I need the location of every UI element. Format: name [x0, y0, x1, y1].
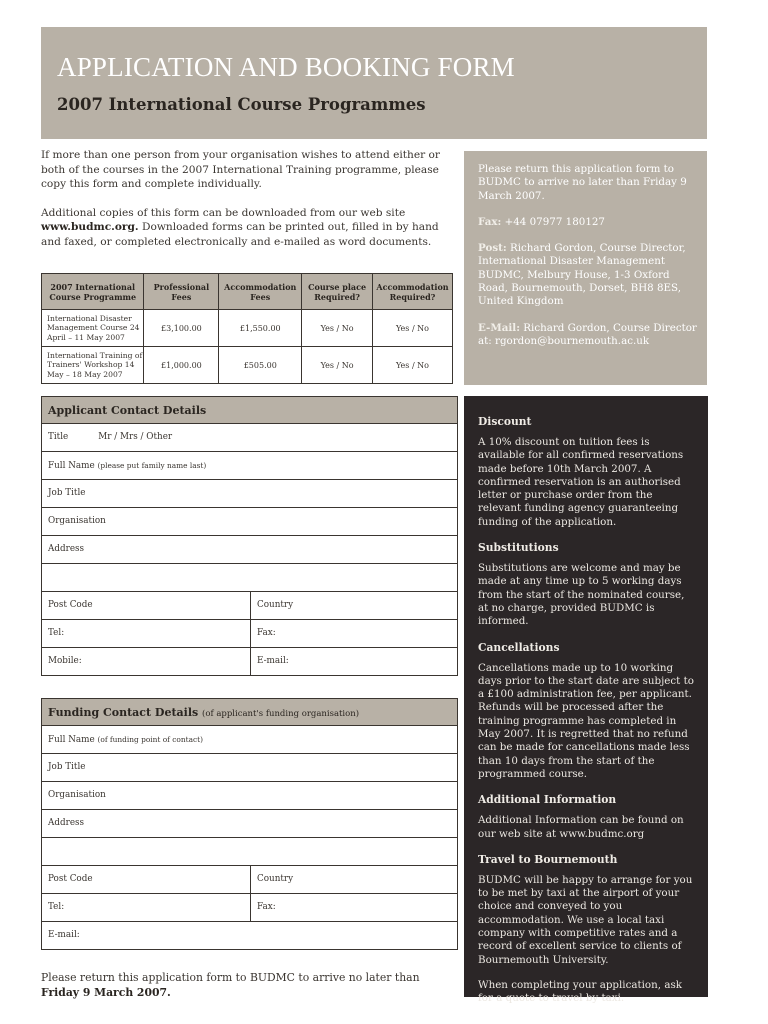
- funding-post-code-field[interactable]: Post Code: [48, 874, 93, 884]
- additional-info-text: Additional Information can be found on our web site at www.budmc.org: [478, 814, 684, 840]
- funding-address-line-2-field[interactable]: [42, 838, 457, 865]
- professional-fee-cell: £3,100.00: [144, 310, 219, 347]
- table-header-row: [42, 274, 453, 310]
- funding-job-title-field[interactable]: Job Title: [48, 762, 86, 772]
- col-header-accommodation-required: Accommodation Required?: [372, 274, 452, 310]
- funding-organisation-field[interactable]: Organisation: [48, 790, 106, 800]
- additional-info-heading: Additional Information: [478, 793, 617, 807]
- funding-country-field[interactable]: Country: [250, 866, 457, 893]
- funding-contact-form: [41, 698, 458, 950]
- applicant-title-field[interactable]: Title Mr / Mrs / Other: [48, 432, 173, 442]
- applicant-section-title: Applicant Contact Details: [42, 397, 457, 424]
- funding-section-title: Funding Contact Details (of applicant's funding organisation): [42, 699, 457, 726]
- applicant-fax-field[interactable]: Fax:: [250, 620, 457, 647]
- substitutions-text: Substitutions are welcome and may be made at any time up to 5 working days from the start of the nominated course, at no charge, provided BUDMC is informed.: [478, 562, 685, 628]
- intro-paragraph-2: Additional copies of this form can be downloaded from our web site www.budmc.org. Downloaded forms can be printed out, filled in by hand and faxed, or completed electronically and e-mailed as word documents.: [41, 206, 439, 248]
- post-info: Post: Richard Gordon, Course Director, International Disaster Management BUDMC, Melbury House, 1-3 Oxford Road, Bournemouth, Dorset, BH8 8ES, United Kingdom: [478, 242, 686, 308]
- intro-paragraph-1: If more than one person from your organisation wishes to attend either or both of the courses in the 2007 International Training programme, please copy this form and complete individually.: [41, 149, 440, 190]
- applicant-country-field[interactable]: Country: [250, 592, 457, 619]
- return-info-box: [464, 151, 707, 385]
- applicant-mobile-field[interactable]: Mobile:: [48, 656, 82, 666]
- table-row: [42, 347, 453, 384]
- accommodation-fee-cell: £505.00: [219, 347, 302, 384]
- applicant-tel-field[interactable]: Tel:: [48, 628, 65, 638]
- page-subtitle: 2007 International Course Programmes: [57, 95, 426, 114]
- funding-email-field[interactable]: E-mail:: [48, 930, 80, 940]
- courses-table: [41, 273, 453, 384]
- fax-info: Fax: +44 07977 180127: [478, 215, 605, 228]
- applicant-organisation-field[interactable]: Organisation: [48, 516, 106, 526]
- applicant-email-field[interactable]: E-mail:: [250, 648, 457, 675]
- professional-fee-cell: £1,000.00: [144, 347, 219, 384]
- substitutions-heading: Substitutions: [478, 541, 559, 555]
- cancellations-text: Cancellations made up to 10 working days prior to the start date are subject to a £100 administration fee, per applicant. Refunds will be processed after the training programme has completed in May 2007. It is regretted that no refund can be made for cancellations made less than 10 days from the start of the programmed course.: [478, 661, 694, 780]
- accommodation-fee-cell: £1,550.00: [219, 310, 302, 347]
- course-place-cell[interactable]: Yes / No: [302, 347, 373, 384]
- col-header-programme: 2007 International Course Programme: [42, 274, 144, 310]
- table-row: [42, 310, 453, 347]
- funding-fax-field[interactable]: Fax:: [250, 894, 457, 921]
- form-header: [41, 27, 707, 139]
- course-name-cell: International Disaster Management Course 24 April – 11 May 2007: [42, 310, 144, 347]
- funding-address-field[interactable]: Address: [48, 818, 85, 828]
- col-header-accommodation-fees: Accommodation Fees: [219, 274, 302, 310]
- course-name-cell: International Training of Trainers' Workshop 14 May – 18 May 2007: [42, 347, 144, 384]
- funding-full-name-field[interactable]: Full Name (of funding point of contact): [48, 735, 203, 745]
- footer-return-note: Please return this application form to BUDMC to arrive no later than Friday 9 March 2007.: [41, 971, 420, 999]
- accommodation-required-cell[interactable]: Yes / No: [372, 310, 452, 347]
- applicant-address-field[interactable]: Address: [48, 544, 85, 554]
- discount-heading: Discount: [478, 415, 532, 428]
- discount-text: A 10% discount on tuition fees is available for all confirmed reservations made before 10th March 2007. A confirmed reservation is an authorised letter or purchase order from the relevant funding agency guaranteeing funding of the application.: [478, 436, 684, 528]
- course-place-cell[interactable]: Yes / No: [302, 310, 373, 347]
- funding-tel-field[interactable]: Tel:: [48, 902, 65, 912]
- travel-text: BUDMC will be happy to arrange for you to be met by taxi at the airport of your choice and conveyed to you accommodation. We use a local taxi company with competitive rates and a record of excellent service to clients of Bournemouth University.: [478, 873, 693, 966]
- col-header-course-place: Course place Required?: [302, 274, 373, 310]
- travel-text-2: When completing your application, ask for a quote to travel by taxi.: [478, 978, 682, 1005]
- applicant-contact-form: [41, 396, 458, 676]
- accommodation-required-cell[interactable]: Yes / No: [372, 347, 452, 384]
- email-info: E-Mail: Richard Gordon, Course Director at: rgordon@bournemouth.ac.uk: [478, 321, 697, 347]
- applicant-address-line-2-field[interactable]: [42, 564, 457, 591]
- website-link[interactable]: www.budmc.org.: [41, 221, 139, 233]
- intro-text: [41, 148, 461, 263]
- cancellations-heading: Cancellations: [478, 640, 560, 654]
- terms-panel: [464, 396, 708, 1005]
- applicant-full-name-field[interactable]: Full Name (please put family name last): [48, 461, 207, 471]
- col-header-professional-fees: Professional Fees: [144, 274, 219, 310]
- travel-heading: Travel to Bournemouth: [478, 852, 618, 866]
- return-instructions: Please return this application form to BUDMC to arrive no later than Friday 9 March 2007.: [478, 163, 687, 202]
- applicant-post-code-field[interactable]: Post Code: [48, 600, 93, 610]
- page-title: APPLICATION AND BOOKING FORM: [57, 52, 515, 82]
- deadline-date: Friday 9 March 2007.: [41, 986, 171, 999]
- applicant-job-title-field[interactable]: Job Title: [48, 488, 86, 498]
